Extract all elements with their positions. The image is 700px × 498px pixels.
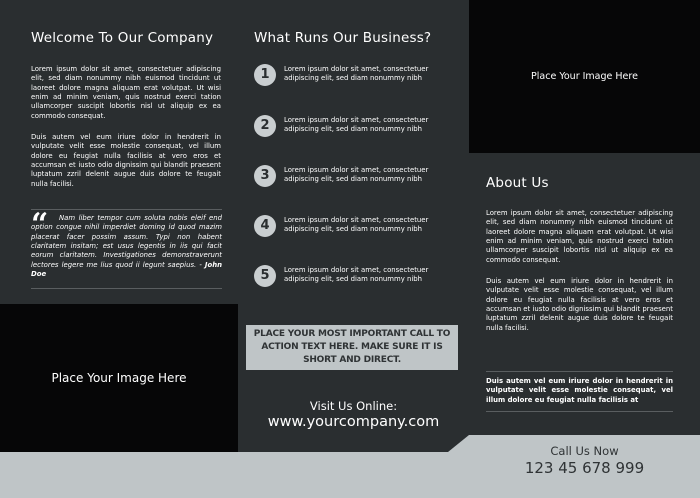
step-text: Lorem ipsum dolor sit amet, consectetuer adipiscing elit, sed diam nonummy nibh [284, 266, 429, 284]
call-to-action-box [246, 325, 458, 370]
step-text: Lorem ipsum dolor sit amet, consectetuer adipiscing elit, sed diam nonummy nibh [284, 65, 429, 83]
about-paragraph-1: Lorem ipsum dolor sit amet, consectetuer adipiscing elit, sed diam nonummy nibh euismod tincidunt ut laoreet dolore magna aliquam erat volutpat. Ut wisi enim ad minim veniam, quis nostrud exerci tation ullamcorper suscipit lobortis nisl ut aliquip ex ea commodo consequat. [486, 209, 673, 264]
step-item [254, 114, 454, 138]
step-item [254, 164, 454, 188]
welcome-paragraph-2: Duis autem vel eum iriure dolor in hendrerit in vulputate velit esse molestie consequat, vel illum dolore eu feugiat nulla facilisis at vero eros et accumsan et iusto odio dignissim qui blandit praesent luptatum zzril delenit augue duis dolore te feugait nulla facilisi. [31, 133, 221, 188]
quote-author: John Doe [31, 260, 222, 279]
step-number-badge: 1 [254, 64, 276, 86]
call-to-action-text: PLACE YOUR MOST IMPORTANT CALL TO ACTION TEXT HERE. MAKE SURE IT IS SHORT AND DIRECT. [253, 329, 451, 365]
image-placeholder-left [0, 304, 238, 452]
about-paragraph-2: Duis autem vel eum iriure dolor in hendrerit in vulputate velit esse molestie consequat, vel illum dolore eu feugiat nulla facilisis at vero eros et accumsan et iusto odio dignissim qui blandit praesent luptatum zzril delenit augue duis dolore te feugait nulla facilisi. [486, 277, 673, 332]
step-number-badge: 2 [254, 115, 276, 137]
image-placeholder-label: Place Your Image Here [51, 371, 187, 385]
quote-mark-icon: “ [31, 207, 49, 242]
business-heading: What Runs Our Business? [254, 30, 432, 46]
step-item [254, 214, 454, 238]
about-heading: About Us [486, 175, 549, 191]
testimonial-quote [31, 209, 222, 289]
welcome-heading: Welcome To Our Company [31, 30, 214, 46]
step-text: Lorem ipsum dolor sit amet, consectetuer adipiscing elit, sed diam nonummy nibh [284, 166, 429, 184]
image-placeholder-right [469, 0, 700, 153]
step-number-badge: 5 [254, 265, 276, 287]
about-highlight-note: Duis autem vel eum iriure dolor in hendrerit in vulputate velit esse molestie consequat, vel illum dolore eu feugiat nulla facilisis at [486, 371, 673, 412]
step-item [254, 264, 454, 288]
step-text: Lorem ipsum dolor sit amet, consectetuer adipiscing elit, sed diam nonummy nibh [284, 216, 429, 234]
step-number-badge: 3 [254, 165, 276, 187]
step-number-badge: 4 [254, 215, 276, 237]
visit-online-label: Visit Us Online: [309, 399, 398, 413]
phone-number: 123 45 678 999 [524, 459, 645, 477]
quote-text: Nam liber tempor cum soluta nobis eleif end option congue nihil imperdiet doming id quod mazim placerat facer possim assum. Typi non habent claritatem insitam; est usus legentis in iis qui facit eorum claritatem. Investigationes demonstraverunt lectores legere me lius quod ii legunt saepius. - [31, 214, 222, 269]
step-item [254, 63, 454, 87]
welcome-paragraph-1: Lorem ipsum dolor sit amet, consectetuer adipiscing elit, sed diam nonummy nibh euismod tincidunt ut laoreet dolore magna aliquam erat volutpat. Ut wisi enim ad minim veniam, quis nostrud exerci tation ullamcorper suscipit lobortis nisl ut aliquip ex ea commodo consequat. [31, 65, 221, 120]
image-placeholder-label: Place Your Image Here [531, 71, 638, 82]
footer-notch [448, 435, 469, 452]
step-text: Lorem ipsum dolor sit amet, consectetuer adipiscing elit, sed diam nonummy nibh [284, 116, 429, 134]
website-address: www.yourcompany.com [267, 414, 440, 430]
call-us-label: Call Us Now [550, 444, 619, 458]
